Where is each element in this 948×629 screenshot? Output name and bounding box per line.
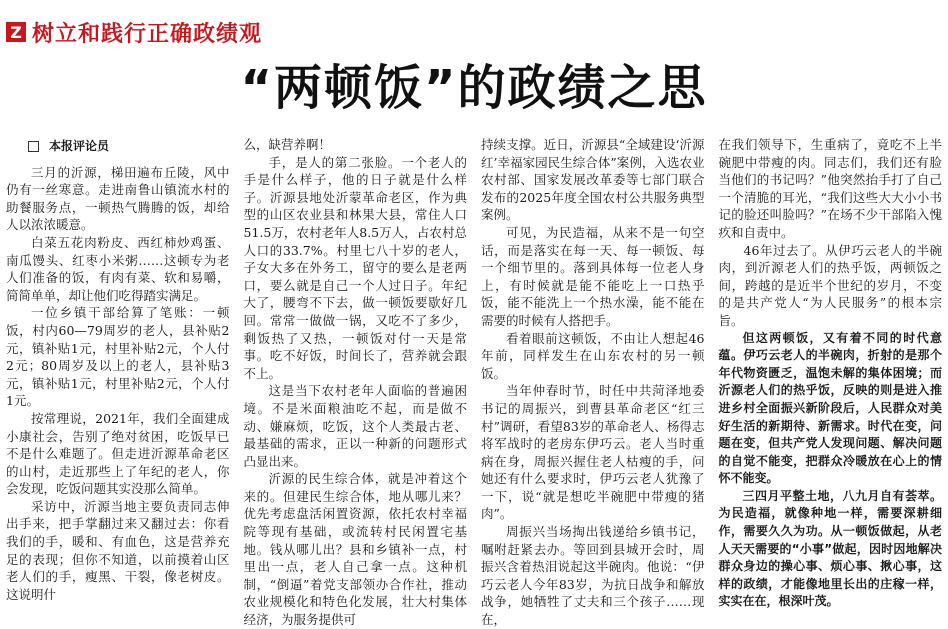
paragraph: 白菜五花肉粉皮、西红柿炒鸡蛋、南瓜馒头、红枣小米粥……这顿专为老人们准备的饭，有肉有菜、软和易嚼，简简单单，却让他们吃得踏实满足。 xyxy=(6,234,230,303)
paragraph: 但这两顿饭，又有着不同的时代意蕴。伊巧云老人的半碗肉，折射的是那个年代物资匮乏，温饱未解的集体困境；而沂源老人们的热乎饭，反映的则是进入推进乡村全面振兴新阶段后，人民群众对美好生活的新期待、新需求。时代在变，问题在变，但共产党人发现问题、解决问题的自觉不能变，把群众冷暖放在心上的情怀不能变。 xyxy=(718,330,942,486)
paragraph: 沂源的民生综合体，就是冲着这个来的。但建民生综合体，地从哪儿来？优先考虑盘活闲置资源，依托农村幸福院等现有基础，或流转村民闲置宅基地。钱从哪儿出？县和乡镇补一点，村里出一点，老人自己拿一点。这种机制，“倒逼”着党支部领办合作社，推动农业规模化和特色化发展，壮大村集体经济，为服务提供可 xyxy=(243,471,467,628)
byline-box-icon xyxy=(28,141,39,152)
byline xyxy=(28,138,230,156)
paragraph: 三月的沂源，梯田遍布丘陵，风中仍有一丝寒意。走进南鲁山镇流水村的助餐服务点，一顿热气腾腾的饭，却给人以浓浓暖意。 xyxy=(6,164,230,233)
paragraph: 46年过去了。从伊巧云老人的半碗肉，到沂源老人们的热乎饭，两顿饭之间，跨越的是近半个世纪的岁月，不变的是共产党人“为人民服务”的根本宗旨。 xyxy=(718,242,942,328)
paragraph: 采访中，沂源当地主要负责同志伸出手来，把手掌翻过来又翻过去：你看我们的手，暖和、有血色，这是营养充足的表现；但你不知道，以前摸着山区老人们的手，瘦黑、干裂，像老树皮。这说明什 xyxy=(6,498,230,602)
article-body xyxy=(6,136,942,628)
headline: “两顿饭”的政绩之思 xyxy=(240,60,708,116)
paragraph: 一位乡镇干部给算了笔账：一顿饭，村内60—79周岁的老人，县补贴2元，镇补贴1元，村里补贴2元，个人付2元；80周岁及以上的老人，县补贴3元，镇补贴1元，村里补贴2元，个人付1元。 xyxy=(6,305,230,409)
column-4 xyxy=(718,136,943,609)
paragraph: 手，是人的第二张脸。一个老人的手是什么样子，他的日子就是什么样子。沂源县地处沂蒙革命老区，作为典型的山区农业县和林果大县，常住人口51.5万，农村老年人8.5万人，占农村总人口的33.7%。村里七八十岁的老人，子女大多在外务工，留守的要么是老两口，要么就是自己一个人过日子。年纪大了，腰弯不下去，做一顿饭要歇好几回。常常一做做一锅，又吃不了多少，剩饭热了又热，一顿饭对付一天是常事。吃不好饭，时间长了，营养就会跟不上。 xyxy=(243,154,467,381)
paragraph: 么，缺营养啊！ xyxy=(243,137,332,152)
column-3 xyxy=(481,136,705,628)
byline-text: 本报评论员 xyxy=(49,139,110,153)
column-2 xyxy=(243,136,468,628)
paragraph: 这是当下农村老年人面临的普遍困境。不是米面粮油吃不起，而是做不动、嫌麻烦，吃饭，这个人类最古老、最基础的需求，正以一种新的问题形式凸显出来。 xyxy=(243,383,467,469)
section-header xyxy=(6,14,262,50)
paragraph: 周振兴当场掏出钱递给乡镇书记，嘱咐赶紧去办。等回到县城开会时，周振兴含着热泪说起这半碗肉。他说：“伊巧云老人今年83岁，为抗日战争和解放战争，她牺牲了丈夫和三个孩子……现在， xyxy=(481,524,705,628)
paragraph: 当年仲春时节，时任中共菏泽地委书记的周振兴，到曹县革命老区“红三村”调研，看望83岁的革命老人、杨得志将军战时的老房东伊巧云。老人当时重病在身，周振兴握住老人枯瘦的手，问她还有什么要求时，伊巧云老人犹豫了一下，说“就是想吃半碗肥中带瘦的猪肉”。 xyxy=(481,383,705,522)
paragraph: 三四月平整土地，八九月自有荟萃。为民造福，就像种地一样，需要深耕细作，需要久久为功。从一顿饭做起，从老人天天需要的“小事”做起，因时因地解决群众身边的操心事、烦心事、揪心事，这样的政绩，才能像地里长出的庄稼一样，实实在在，根深叶茂。 xyxy=(718,488,942,609)
section-logo-icon: Z xyxy=(6,22,26,42)
paragraph: 按常理说，2021年，我们全面建成小康社会，告别了绝对贫困，吃饭早已不是什么难题了。但走进沂源革命老区的山村，走近那些上了年纪的老人，你会发现，吃饭问题其实没那么简单。 xyxy=(6,410,230,497)
section-title: 树立和践行正确政绩观 xyxy=(32,21,263,47)
paragraph: 看着眼前这顿饭，不由让人想起46年前，同样发生在山东农村的另一顿饭。 xyxy=(481,330,705,381)
paragraph: 可见，为民造福，从来不是一句空话，而是落实在每一天、每一顿饭、每一个细节里的。落到具体每一位老人身上，有时候就是能不能吃上一口热乎饭，能不能洗上一个热水澡，能不能在需要的时候有人搭把手。 xyxy=(481,224,705,328)
column-1 xyxy=(6,136,230,602)
paragraph: 持续支撑。近日，沂源县“全域建设‘沂源红’幸福家园民生综合体”案例，入选农业农村部、国家发展改革委等七部门联合发布的2025年度全国农村公共服务典型案例。 xyxy=(481,137,705,223)
paragraph: 在我们领导下，生重病了，竟吃不上半碗肥中带瘦的肉。同志们，我们还有脸当他们的书记吗？”他突然抬手打了自己一个清脆的耳光，“我们这些大大小小书记的脸还叫脸吗？”在场不少干部陷入愧疚和自责中。 xyxy=(718,137,942,240)
